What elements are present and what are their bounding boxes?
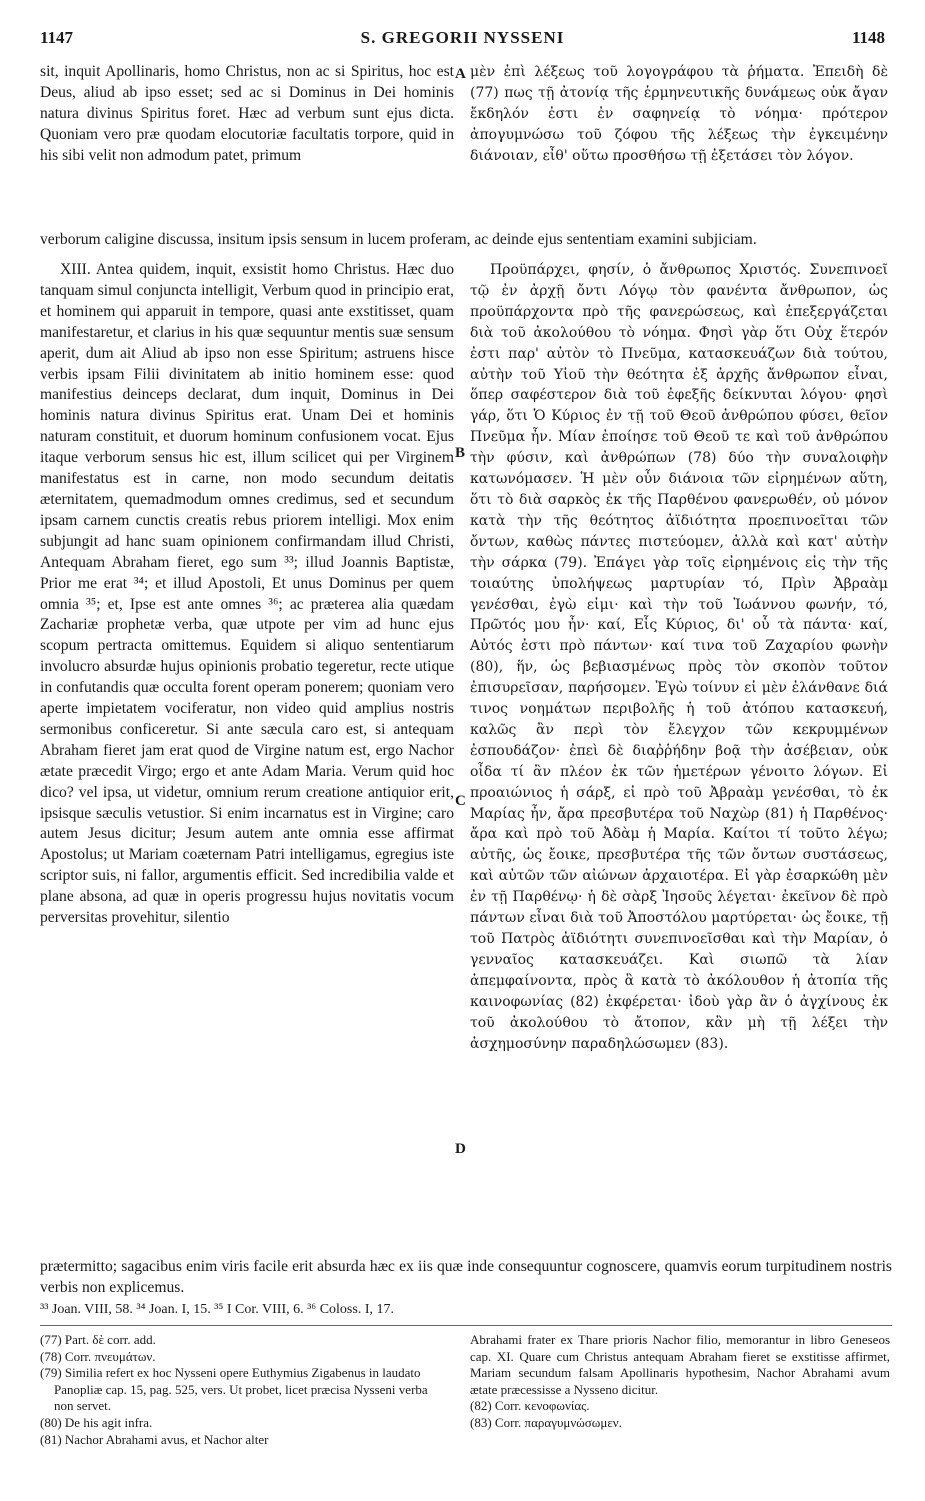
closing-full-text: prætermitto; sagacibus enim viris facile erit absurda hæc ex iis quæ inde consequuntur cognoscere, quamvis eorum turpitudinem nostris verbis non explicemus. [40,1257,892,1296]
right-page-number: 1148 [851,28,885,47]
margin-marker-d: D [455,1141,466,1157]
running-title: S. GREGORII NYSSENI [360,28,565,47]
footnote: (79) Similia refert ex hoc Nysseni opere Euthymius Zigabenus in laudato Panopliæ cap. 15, pag. 525, vers. Ut probet, licet præcisa Nysseni verba non servet. [40,1365,428,1414]
footnote: (77) Part. δὲ corr. add. [40,1332,156,1347]
main-latin-text: XIII. Antea quidem, inquit, exsistit homo Christus. Hæc duo tanquam simul conjuncta intelligit, Verbum quod in principio erat, et hominem qui apparuit in tempore, quasi ante exstitisset, quam manifestaretur, et clarius in his quæ sequuntur mentis suæ sensum aperit, dum ait Aliud ab ipso non esse Spiritum; astruens hisce verbis ipsam Filii divinitatem ab initio hominem esse: quod manifestius deinceps declarat, dum inquit, Dominus in Dei hominis natura divinus Spiritus erat. Unam Dei et hominis naturam constituit, et duorum hominum confusionem vocat. Ejus itaque verborum sensus hic est, illum scilicet qui per Virginem manifestatus est in carne, non modo secundum deitatis æternitatem, quemadmodum omnes credimus, sed et secundum ipsam carnem cunctis creatis rebus priorem intelligi. Mox enim subjungit ad hanc suam opinionem confirmandam illud Christi, Antequam Abraham fieret, ego sum ³³; illud Joannis Baptistæ, Prior me erat ³⁴; et illud Apostoli, Et unus Dominus per quem omnia ³⁵; et, Ipse est ante omnes ³⁶; ac præterea alia quædam Zachariæ prophetæ verba, quæ utpote per vim ad hunc ejus scopum pertracta omittemus. Equidem si aliquo sententiarum involucro absurdæ hujus opinionis probatio tegeretur, recte utique in confutandis quæ occulta forent operam ponerem; quoniam vero aperte impietatem vociferatur, non video quid amplius nostris sermonibus conficeretur. Si ante sæcula caro est, si antequam Abraham fieret jam erat quod de Virgine natum est, ergo Nachor ætate præcedit Virgo; ergo et ante Adam Maria. Verum quid hoc dico? vel ipsa, ut videtur, omnium rerum creatione antiquior erit, ipsisque sæculis vetustior. Si enim incarnatus est in Virgine; caro autem Jesus dicitur; Jesum autem ante omnia esse affirmat Apostolus; ut Mariam coæternam Patri intelligamus, egregius iste scriptor suis, ni fallor, argumentis efficit. Sed incredibilia valde et plane absona, ad quæ in operis progressu hujus novitatis vocum perversitas provehitur, silentio [40,261,454,927]
footnote: (78) Corr. πνευμάτων. [40,1348,156,1364]
intro-greek-column [470,62,888,210]
footnote-divider [40,1325,892,1326]
main-greek-column [470,260,888,1240]
margin-marker-c: C [455,793,466,809]
margin-marker-b: B [455,445,466,461]
intro-latin-column [40,62,454,210]
main-greek-text: Προϋπάρχει, φησίν, ὁ ἄνθρωπος Χριστός. Συνεπινοεῖ τῷ ἐν ἀρχῇ ὄντι Λόγῳ τὸν φανέντα ἄνθρωπον, ὡς προϋπάρχοντα πρὸ τῆς φανερώσεως, καὶ ἐπεξεργάζεται διὰ τοῦ ἀκολούθου τὸ νόημα. Φησὶ γὰρ ὅτι Οὐχ ἕτερόν ἐστι παρ' αὐτὸν τὸ Πνεῦμα, κατασκευάζων διὰ τούτου, αὐτὴν τοῦ Υἱοῦ τὴν θεότητα ἐξ ἀρχῆς ἄνθρωπον εἶναι, ὅπερ σαφέστερον διὰ τοῦ ἐφεξῆς δείκνυται λόγου· φησὶ γάρ, ὅτι Ὁ Κύριος ἐν τῇ τοῦ Θεοῦ ἀνθρώπου φύσει, θεῖον Πνεῦμα ἦν. Μίαν ἐποίησε τοῦ Θεοῦ τε καὶ τοῦ ἀνθρώπου τὴν φύσιν, καὶ ἀνθρώπων (78) δύο τὴν συναλοιφὴν κατωνόμασεν. Ἡ μὲν οὖν διάνοια τῶν εἰρημένων αὕτη, ὅτι τὸ διὰ σαρκὸς ἐκ τῆς Παρθένου φανερωθέν, οὐ μόνον κατὰ τὴν τῆς θεότητος ἀϊδιότητα προεπινοεῖται τῶν ὄντων, καθὼς πάντες πιστεύομεν, ἀλλὰ καὶ κατ' αὐτὴν τὴν σάρκα (79). Ἐπάγει γὰρ τοῖς εἰρημένοις εἰς τὴν τῆς τοιαύτης ὑπολήψεως μαρτυρίαν τό, Πρὶν Ἀβραὰμ γενέσθαι, ἐγὼ εἰμι· καὶ τὴν τοῦ Ἰωάννου φωνήν, τό, Πρῶτός μου ἦν· καί, Εἷς Κύριος, δι' οὗ τὰ πάντα· καί, Αὐτός ἐστι πρὸ πάντων· καί τινα τοῦ Ζαχαρίου φωνὴν (80), ἥν, ὡς βεβιασμένως πρὸς τὸν σκοπὸν τοῦτον ἐπισυρεῖσαν, παρήσομεν. Ἐγὼ τοίνυν εἰ μὲν ἐλάνθανε διά τινος νοημάτων περιβολῆς ἡ τοῦ ἀτόπου κατασκευή, καλῶς ἂν περὶ τὸν ἔλεγχον τῶν κεκρυμμένων ἐσπουδάζον· ἐπεὶ δὲ διαῤῥήδην βοᾷ τὴν ἀσέβειαν, οὐκ οἶδα τί ἂν πλέον ἐκ τῶν ἡμετέρων γένοιτο λόγων. Εἰ προαιώνιος ἡ σάρξ, εἰ πρὸ τοῦ Ἀβραὰμ γενέσθαι, τὸ ἐκ Μαρίας ἦν, ἄρα πρεσβυτέρα τοῦ Ναχὼρ (81) ἡ Παρθένος· ἄρα καὶ πρὸ τοῦ Ἀδὰμ ἡ Μαρία. Καίτοι τί τοῦτο λέγω; αὐτῆς, ὡς ἔοικε, πρεσβυτέρα τῆς τῶν ὄντων συστάσεως, καὶ αὐτῶν τῶν αἰώνων ἀρχαιοτέρα. Εἰ γὰρ ἐσαρκώθη μὲν ἐν τῇ Παρθένῳ· ἡ δὲ σὰρξ Ἰησοῦς λέγεται· ἐκεῖνον δὲ πρὸ πάντων εἶναι διὰ τοῦ Ἀποστόλου μαρτύρεται· ὡς ἔοικε, τῇ τοῦ Πατρὸς ἀϊδιότητι συνεπινοεῖσθαι καὶ τὴν Μαρίαν, ὁ γενναῖος κατασκευάζει. Καὶ σιωπῶ τὰ λίαν ἀπεμφαίνοντα, πρὸς ἃ κατὰ τὸ ἀκόλουθον ἡ ἀτοπία τῆς καινοφωνίας (82) ἐκφέρεται· ἰδοὺ γὰρ ἂν ὁ ἀγχίνους ἐκ τοῦ ἀκολούθου τὸ ἄτοπον, κἂν μὴ τῇ λέξει τὴν ἀσχημοσύνην παραδηλώσωμεν (83). [470,262,888,1052]
scripture-citations: ³³ Joan. VIII, 58. ³⁴ Joan. I, 15. ³⁵ I Cor. VIII, 6. ³⁶ Coloss. I, 17. [40,1302,394,1317]
footnote-continuation: Abrahami frater ex Thare prioris Nachor filio, memorantur in libro Geneseos cap. XI. Quare cum Christus antequam Abraham fieret se exstitisse affirmet, Mariam secundum falsam Apollinaris hypothesim, Nachor Abrahami avum ætate præcessisse a Nysseno dicitur. [470,1332,890,1397]
intro-greek-text: μὲν ἐπὶ λέξεως τοῦ λογογράφου τὰ ῥήματα. Ἐπειδὴ δὲ (77) πως τῇ ἀτονίᾳ τῆς ἑρμηνευτικῆς δυνάμεως οὐκ ἄγαν ἔκδηλόν ἐστι ἐν σαφηνείᾳ τὸ νόημα· πρότερον ἀπογυμνώσω τοῦ ζόφου τῆς λέξεως τὴν ἐγκειμένην διάνοιαν, εἶθ' οὕτω προσθήσω τῇ ἐξετάσει τὸν λόγον. [470,64,888,164]
intro-latin-text: sit, inquit Apollinaris, homo Christus, non ac si Spiritus, hoc est Deus, aliud ab ipso esset; sed ac si Dominus in Dei hominis natura divinus Spiritus foret. Hæc ad verbum sunt ejus dicta. Quoniam vero præ quodam elocutoriæ facultatis torpore, quid in his sibi velit non admodum patet, primum [40,63,454,164]
left-page-number: 1147 [40,28,74,47]
footnotes-right [470,1332,890,1432]
page-header [40,28,885,52]
main-latin-column [40,260,454,1240]
footnote: (83) Corr. παραγυμνώσωμεν. [470,1414,622,1430]
margin-marker-a: A [455,66,466,82]
footnote: (82) Corr. κενοφωνίας. [470,1398,590,1414]
footnotes-left [40,1332,445,1448]
intro-full-width-text [40,214,892,258]
intro-full-text: verborum caligine discussa, insitum ipsis sensum in lucem proferam, ac deinde ejus sententiam examini subjiciam. [40,230,757,248]
footnote: (81) Nachor Abrahami avus, et Nachor alter [40,1431,269,1447]
footnote: (80) De his agit infra. [40,1414,153,1430]
closing-full-width-text [40,1241,892,1296]
